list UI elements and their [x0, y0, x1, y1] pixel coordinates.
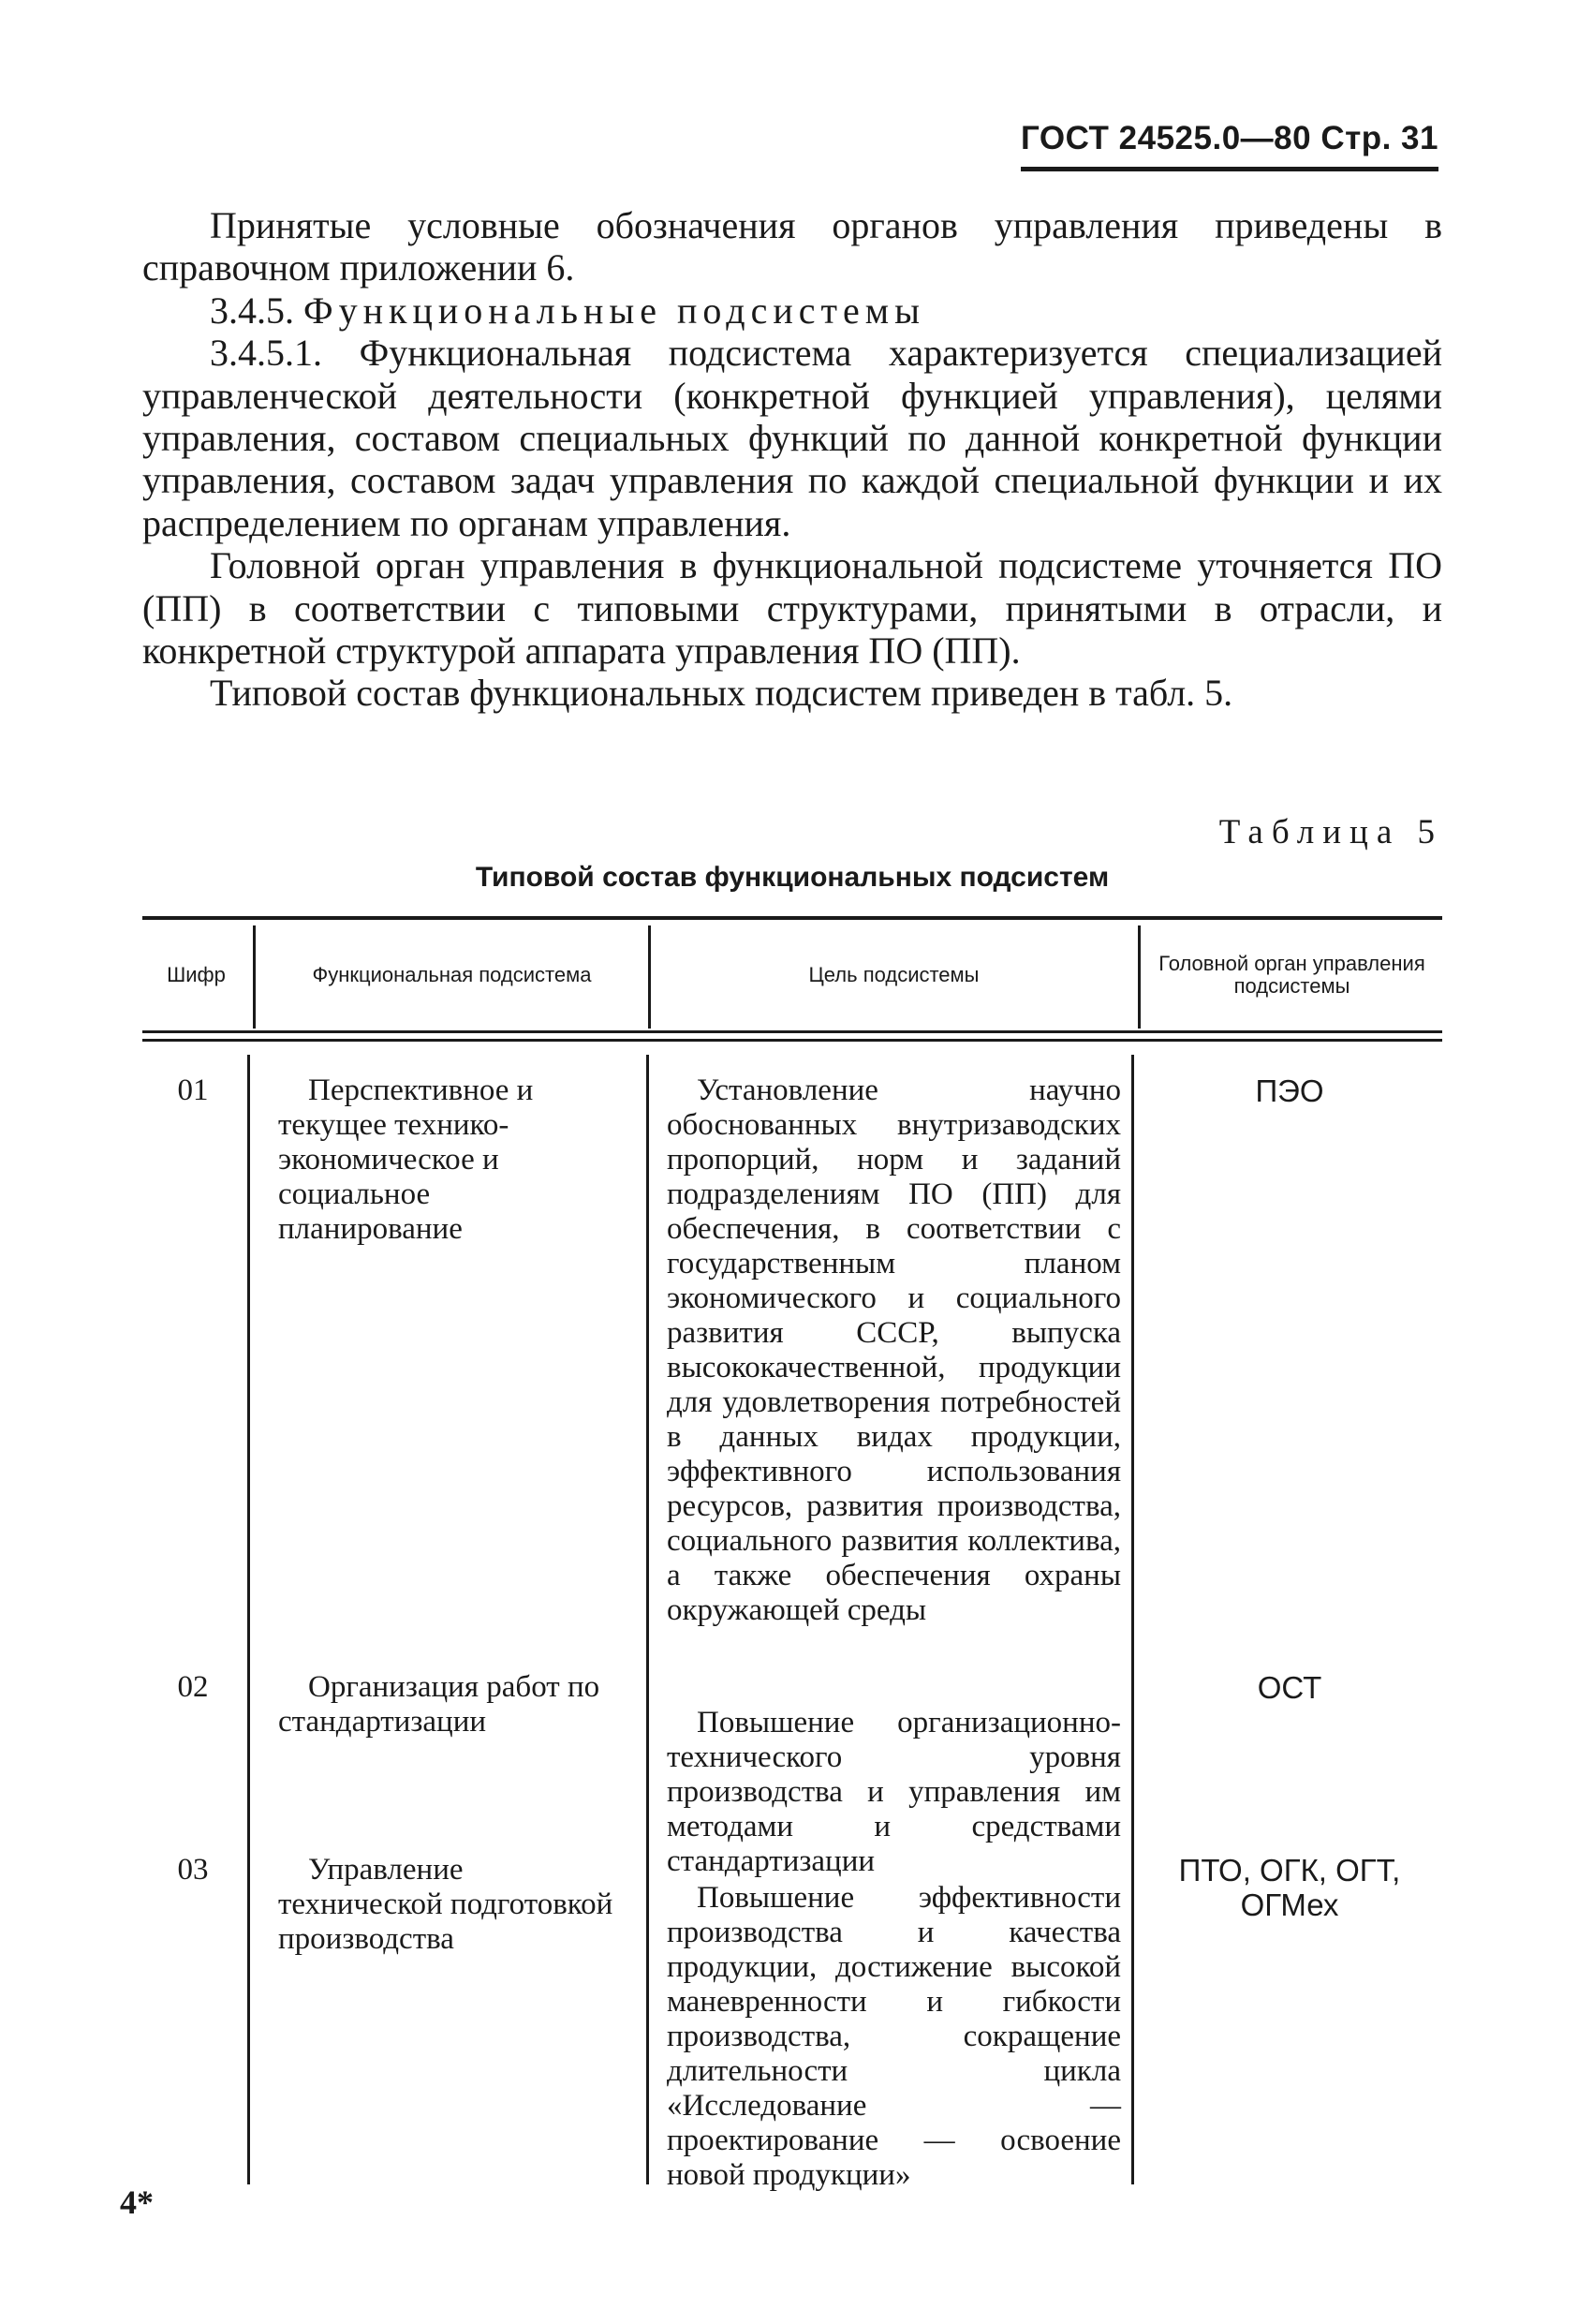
row-01-subsystem: Перспективное и текущее технико-экономическое и социальное планирование — [278, 1073, 534, 1246]
signature-mark: 4* — [120, 2183, 154, 2221]
section-heading-3-4-5 — [142, 289, 1442, 332]
header-organ: Головной орган управления подсистемы — [1158, 952, 1425, 998]
paragraph-3-4-5-1: 3.4.5.1. Функциональная подсистема характеризуется специализацией управленческой деятельности (конкретной функцией управления), целями управления, составом специальных функций по данной конкретной функции управления, составом задач управления по каждой специальной функции и их распределением по органам управления. — [142, 332, 1442, 544]
header-goal: Цель подсистемы — [808, 963, 980, 986]
paragraph-head-organ: Головной орган управления в функциональной подсистеме уточняется ПО (ПП) в соответствии с типовыми структурами, принятыми в отрасли, и конкретной структурой аппарата управления ПО (ПП). — [142, 544, 1442, 673]
header-subsystem: Функциональная подсистема — [312, 963, 592, 986]
row-02-subsystem: Организация работ по стандартизации — [278, 1670, 600, 1739]
row-02-code: 02 — [177, 1670, 209, 1704]
body-divider-2 — [646, 1055, 649, 2184]
header-rule-1 — [142, 1030, 1442, 1033]
running-header: ГОСТ 24525.0—80 Стр. 31 — [1021, 120, 1438, 171]
row-01-goal: Установление научно обоснованных внутризаводских пропорций, норм и заданий подразделениям ПО (ПП) для обеспечения, в соответствии с государственным планом экономического и социального развития СССР, выпуска высококачественной, продукции для удовлетворения потребностей в данных видах продукции, эффективного использования ресурсов, развития производства, социального развития коллектива, а также обеспечения охраны окружающей среды — [667, 1073, 1121, 1627]
paragraph-control-bodies: Принятые условные обозначения органов управления приведены в справочном приложении 6. — [142, 204, 1442, 289]
body-text — [142, 204, 1442, 715]
header-divider-3 — [1138, 925, 1141, 1029]
row-03-organ: ПТО, ОГК, ОГТ, ОГМех — [1178, 1853, 1401, 1922]
row-01-organ: ПЭО — [1255, 1073, 1324, 1108]
body-divider-1 — [247, 1055, 250, 2184]
header-code: Шифр — [167, 963, 226, 986]
row-03-code: 03 — [177, 1853, 209, 1887]
table-caption: Таблица 5 — [1218, 813, 1443, 851]
paragraph-typical-composition: Типовой состав функциональных подсистем приведен в табл. 5. — [210, 672, 1233, 715]
row-01-code: 01 — [177, 1073, 209, 1107]
row-03-goal: Повышение эффективности производства и качества продукции, достижение высокой маневренности и гибкости производства, сокращение длительности цикла «Исследование — проектирование — освоение новой продукции» — [667, 1881, 1121, 2192]
table-title: Типовой состав функциональных подсистем — [475, 862, 1110, 893]
section-title: Функциональные подсистемы — [303, 289, 925, 332]
header-divider-1 — [253, 925, 256, 1029]
body-divider-3 — [1131, 1055, 1134, 2184]
section-number: 3.4.5. — [210, 289, 294, 332]
subsystems-table — [142, 916, 1442, 2199]
row-02-organ: ОСТ — [1257, 1670, 1322, 1705]
row-02-goal: Повышение организационно-технического уровня производства и управления им методами и средствами стандартизации — [667, 1706, 1121, 1878]
header-rule-2 — [142, 1039, 1442, 1042]
row-03-subsystem: Управление технической подготовкой производства — [278, 1853, 613, 1956]
table-top-rule — [142, 916, 1442, 920]
header-divider-2 — [648, 925, 651, 1029]
